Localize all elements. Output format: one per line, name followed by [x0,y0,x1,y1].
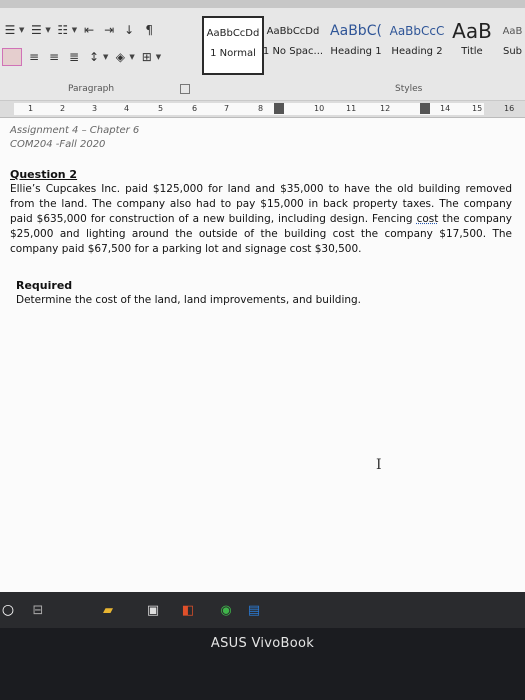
ruler-writable-area [14,103,484,115]
decrease-indent-icon[interactable]: ⇤ [84,23,95,37]
numbering-icon[interactable]: ☰ [31,23,42,37]
style-name: 1 Normal [210,48,256,59]
store-icon[interactable]: ▣ [146,602,160,618]
style-heading-2[interactable] [388,16,446,71]
required-body: Determine the cost of the land, land improvements, and building. [16,294,362,306]
file-explorer-icon[interactable]: ▰ [103,602,113,618]
style-normal[interactable] [202,16,264,75]
align-center-icon[interactable]: ≡ [28,50,40,64]
sort-icon[interactable]: ↓ [124,23,135,37]
style-sample: AaB [452,19,492,43]
style-sample: AaBbC( [330,23,382,39]
multilevel-list-icon[interactable]: ☷ [57,23,69,37]
ruler-mark: 3 [92,104,98,113]
style-name: Sub [502,46,523,57]
ruler-mark: 15 [472,104,483,113]
taskbar [0,592,525,628]
ruler[interactable] [0,101,525,118]
ruler-mark: 4 [124,104,130,113]
ruler-mark: 8 [258,104,264,113]
borders-icon[interactable]: ⊞ [141,50,152,64]
task-view-icon[interactable]: ⊟ [32,602,44,618]
header-course: COM204 -Fall 2020 [10,139,106,150]
style-sample: AaBbCcC [389,24,445,38]
styles-gallery [198,16,525,72]
line-spacing-icon[interactable]: ↕ [88,50,100,64]
chevron-down-icon[interactable]: ▼ [129,53,135,61]
right-indent-marker[interactable] [274,103,284,114]
align-right-icon[interactable]: ≡ [48,50,60,64]
header-assignment: Assignment 4 – Chapter 6 [10,125,140,136]
title-strip [0,0,525,8]
chrome-icon[interactable]: ◉ [220,602,232,618]
ruler-mark: 10 [314,104,325,113]
ruler-mark: 6 [192,104,198,113]
ruler-mark: 16 [504,104,515,113]
shading-icon[interactable]: ◈ [115,50,125,64]
style-name: Heading 2 [391,46,443,57]
chevron-down-icon[interactable]: ▼ [45,26,51,34]
ruler-mark: 1 [28,104,34,113]
style-heading-1[interactable] [326,16,386,71]
style-title[interactable] [450,16,494,71]
style-sample: AaBbCcDd [266,25,320,37]
style-sample: AaBbCcDd [206,27,260,39]
style-sample: AaB [502,25,523,37]
pilcrow-icon[interactable]: ¶ [145,23,153,37]
ruler-mark: 12 [380,104,391,113]
office-icon[interactable]: ◧ [181,602,195,618]
ruler-mark: 11 [346,104,357,113]
question-title: Question 2 [10,168,78,181]
ruler-mark: 2 [60,104,66,113]
required-title: Required [16,279,73,292]
increase-indent-icon[interactable]: ⇥ [104,23,115,37]
question-text-part2: the company $25,000 and lighting around the outside of the building cost the company $17,500. The company paid $67,500 for a parking lot and signage cost $30,500. [10,213,512,255]
chevron-down-icon[interactable]: ▼ [19,26,25,34]
text-cursor-icon: I [376,457,382,473]
paragraph-group [0,14,195,74]
search-icon[interactable]: ○ [1,602,15,618]
style-subtitle[interactable] [500,16,525,71]
outlook-icon[interactable]: ▤ [247,602,261,618]
spellcheck-word[interactable]: cost [416,213,439,225]
question-text-part1: Ellie’s Cupcakes Inc. paid $125,000 for land and $35,000 to have the old building removed from the land. The company also had to pay $15,000 in back property taxes. The company paid $635,000 for construction of a new building, including design. Fencing [10,183,512,225]
align-left-icon[interactable] [2,48,22,66]
chevron-down-icon[interactable]: ▼ [103,53,109,61]
question-body [10,182,512,257]
style-no-spacing[interactable] [264,16,322,71]
bullets-icon[interactable]: ☰ [4,23,16,37]
style-name: Heading 1 [330,46,382,57]
document-page[interactable] [0,118,525,592]
paragraph-group-label: Paragraph [68,84,115,94]
styles-group-label: Styles [395,84,423,94]
ruler-mark: 5 [158,104,164,113]
chevron-down-icon[interactable]: ▼ [71,26,78,34]
style-name: Title [461,46,483,57]
tab-stop-marker[interactable] [420,103,430,114]
justify-icon[interactable]: ≣ [68,50,80,64]
document-header [10,124,139,152]
ribbon [0,8,525,101]
dialog-launcher-icon[interactable] [180,84,190,94]
ruler-mark: 7 [224,104,230,113]
laptop-brand-label: ASUS VivoBook [210,636,315,651]
chevron-down-icon[interactable]: ▼ [155,53,162,61]
style-name: 1 No Spac... [262,46,324,57]
ruler-mark: 14 [440,104,451,113]
